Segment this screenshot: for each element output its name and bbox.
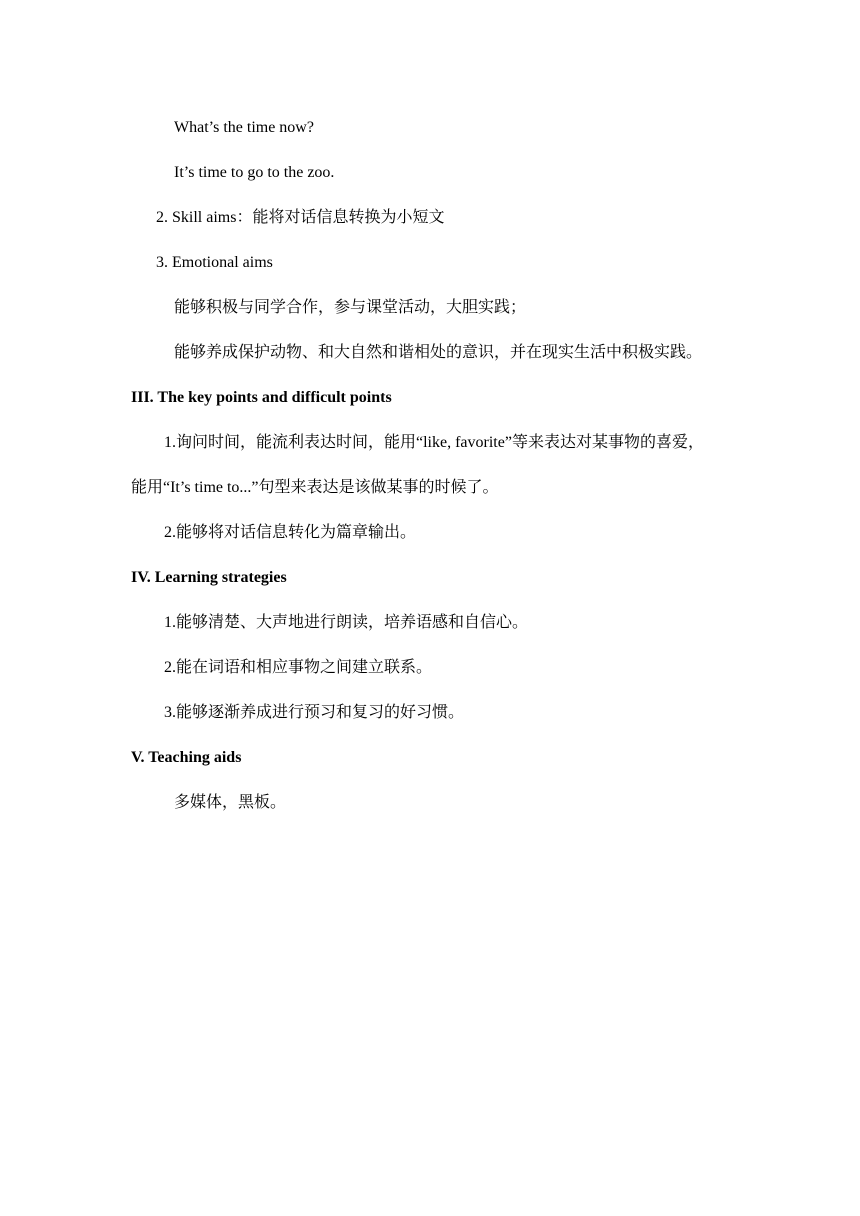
key-point-1-continued: 能用“It’s time to...”句型来表达是该做某事的时候了。 bbox=[131, 479, 499, 496]
strategy-1: 1.能够清楚、大声地进行朗读，培养语感和自信心。 bbox=[164, 614, 529, 631]
key-point-1: 1.询问时间，能流利表达时间，能用“like, favorite”等来表达对某事物的喜爱， bbox=[164, 434, 704, 451]
key-point-2: 2.能够将对话信息转化为篇章输出。 bbox=[164, 524, 417, 541]
section-heading-learning-strategies: IV. Learning strategies bbox=[131, 569, 287, 586]
emotional-aim-protection: 能够养成保护动物、和大自然和谐相处的意识，并在现实生活中积极实践。 bbox=[174, 344, 703, 361]
section-heading-teaching-aids: V. Teaching aids bbox=[131, 749, 242, 766]
strategy-2: 2.能在词语和相应事物之间建立联系。 bbox=[164, 659, 433, 676]
example-sentence-time: What’s the time now? bbox=[174, 119, 314, 136]
teaching-aids-list: 多媒体，黑板。 bbox=[174, 794, 287, 811]
strategy-3: 3.能够逐渐养成进行预习和复习的好习惯。 bbox=[164, 704, 465, 721]
example-sentence-zoo: It’s time to go to the zoo. bbox=[174, 164, 335, 181]
skill-aims-item: 2. Skill aims：能将对话信息转换为小短文 bbox=[156, 209, 445, 226]
section-heading-key-points: III. The key points and difficult points bbox=[131, 389, 392, 406]
emotional-aims-item: 3. Emotional aims bbox=[156, 254, 273, 271]
emotional-aim-cooperation: 能够积极与同学合作，参与课堂活动，大胆实践； bbox=[174, 299, 527, 316]
